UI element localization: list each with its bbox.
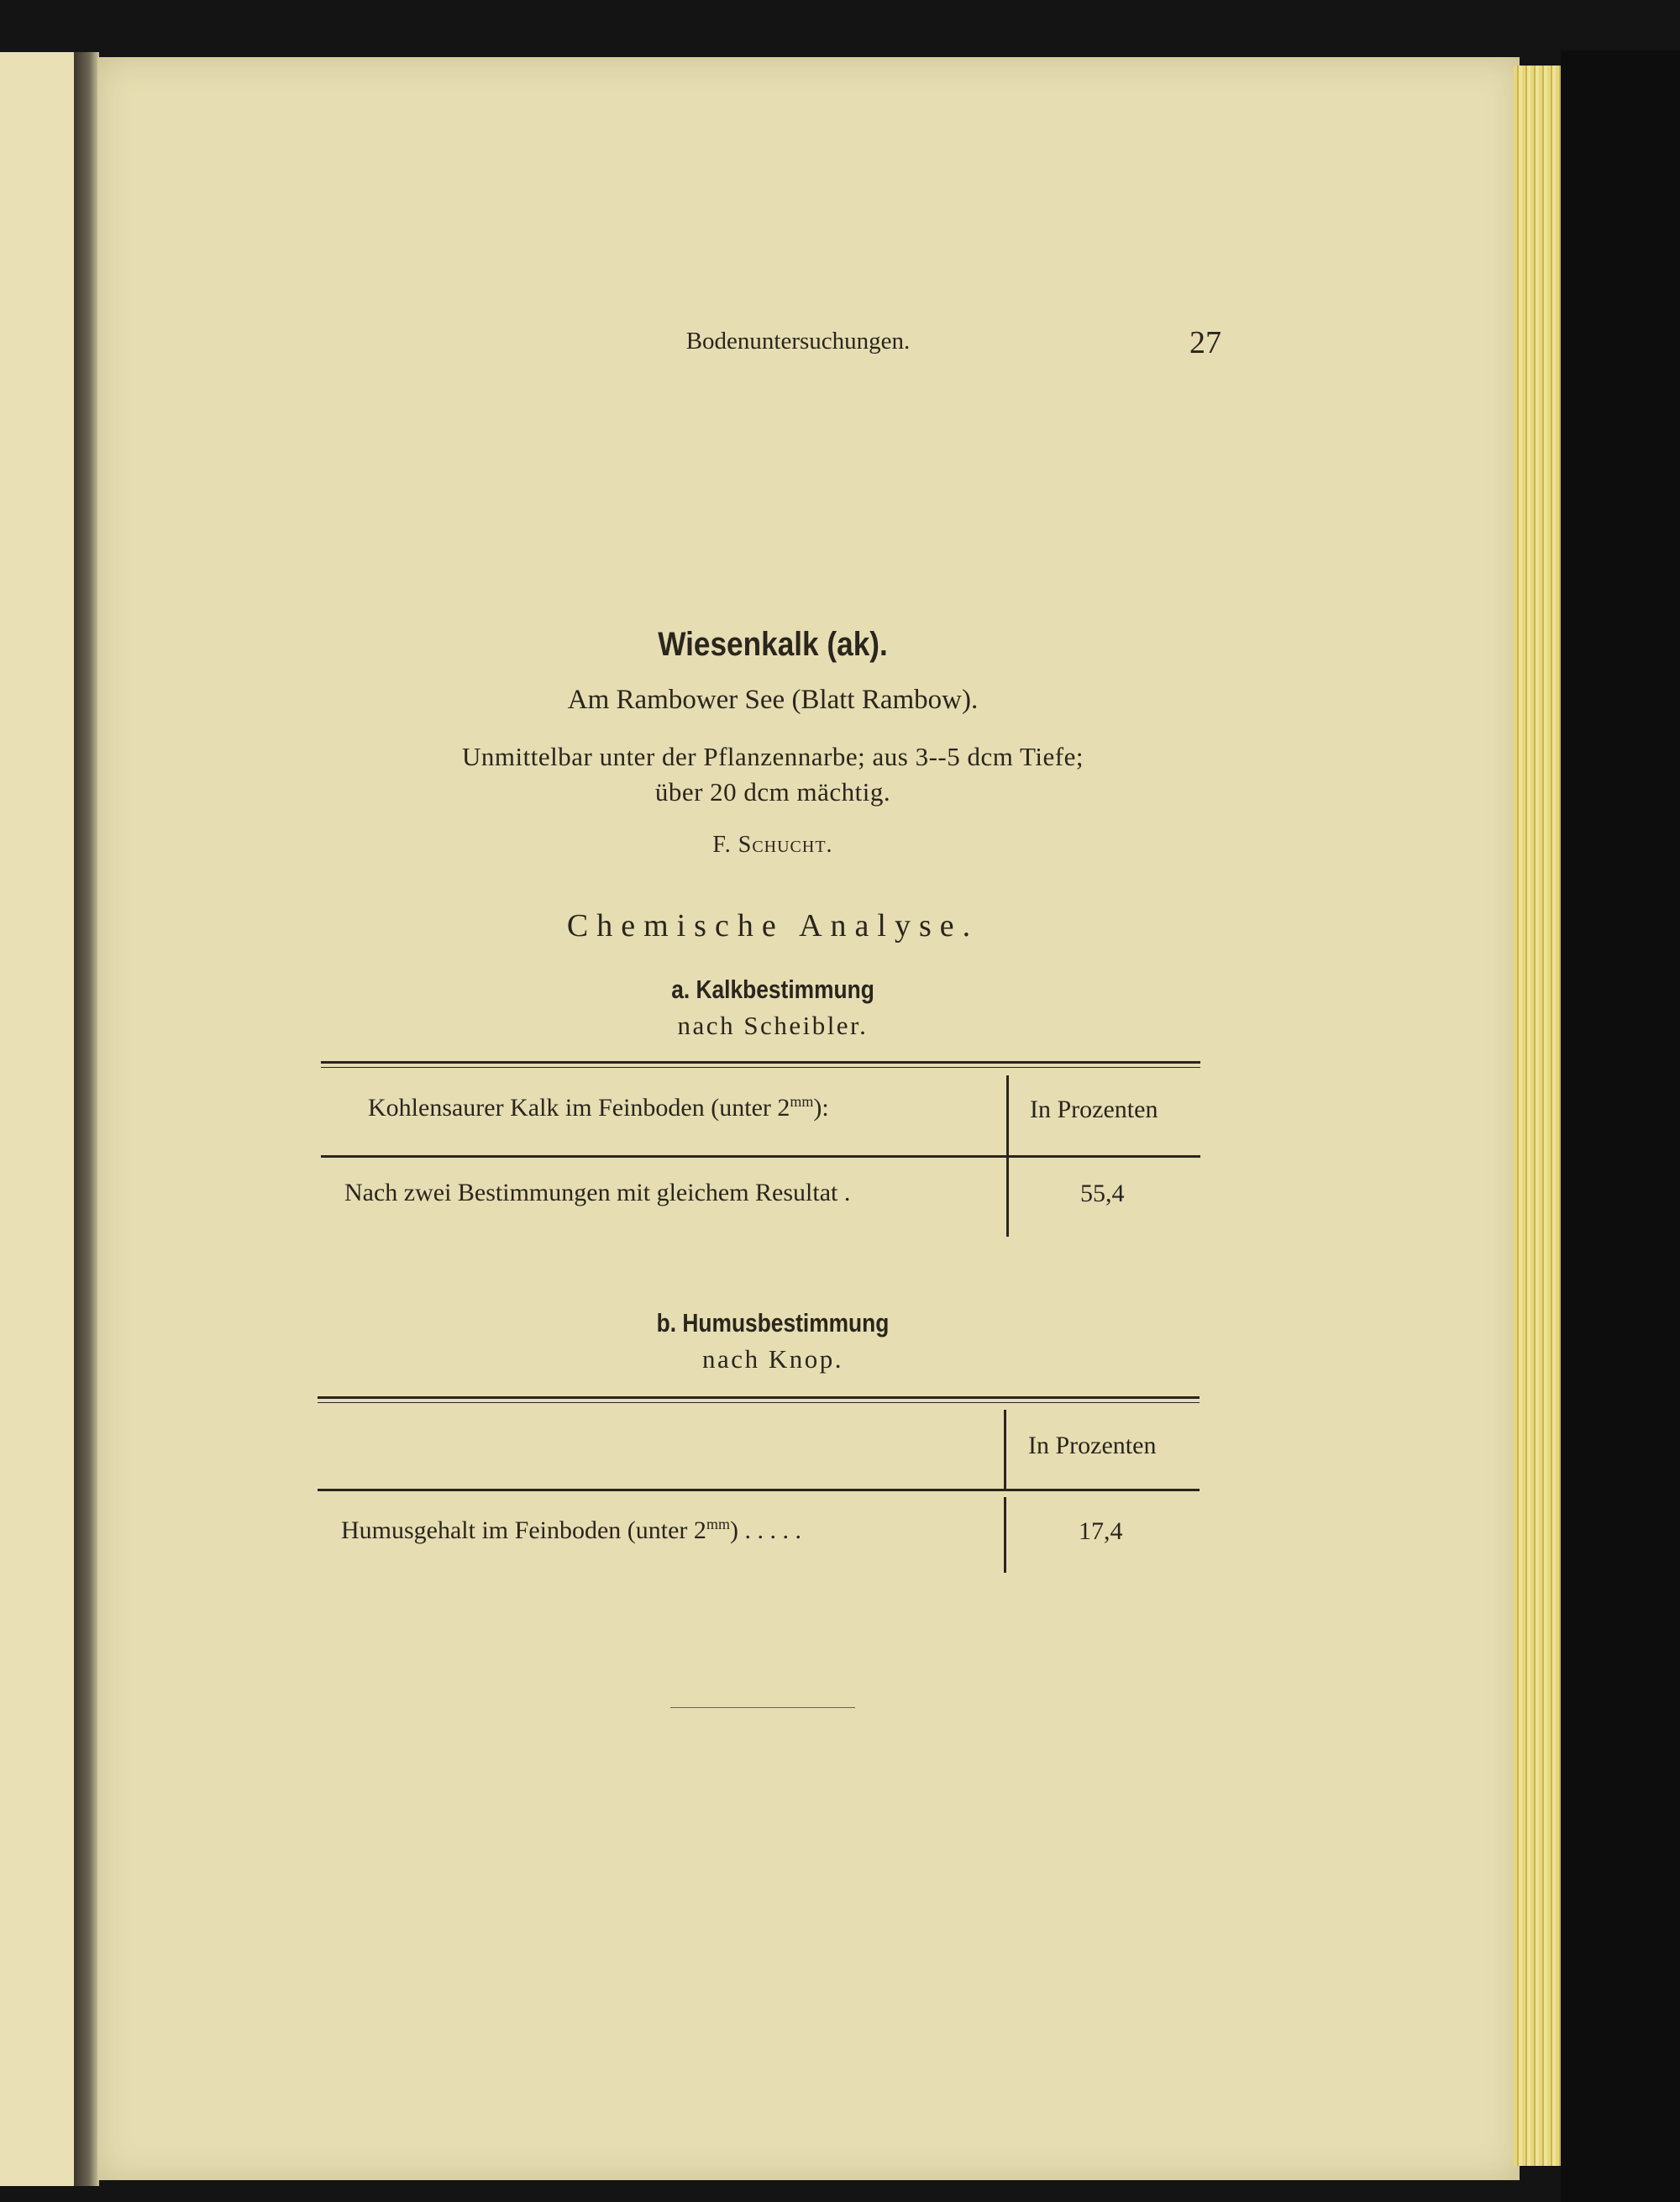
- page-title: [462, 626, 1083, 664]
- section-title: Chemische Analyse.: [566, 908, 979, 943]
- page-number: 27: [1189, 325, 1221, 360]
- running-head: Bodenuntersuchungen.: [685, 328, 911, 355]
- table-b-top-rule: [318, 1396, 1200, 1403]
- description-line-2: über 20 dcm mächtig.: [654, 777, 891, 807]
- table-b-heading: b. Humusbestimmung: [656, 1308, 890, 1337]
- page-block-edges: [1514, 66, 1561, 2166]
- description-line-1: Unmittelbar unter der Pflanzennarbe; aus 3--5 dcm Tiefe;: [462, 742, 1084, 771]
- author: F. Schucht.: [712, 832, 833, 858]
- table-b-header-rule: [318, 1489, 1200, 1491]
- table-a-header-label: Kohlensaurer Kalk im Feinboden (unter $2^{mm}$):: [368, 1093, 829, 1122]
- table-a-header-rule: [321, 1155, 1200, 1158]
- table-a-heading: a. Kalkbestimmung: [671, 975, 874, 1004]
- end-rule: [670, 1707, 855, 1708]
- table-b-row-divider: [1004, 1497, 1006, 1573]
- title-main: Wiesenkalk: [658, 626, 819, 663]
- table-a-row-value: 55,4: [1080, 1180, 1125, 1207]
- table-a-subheading: nach Scheibler.: [677, 1011, 869, 1040]
- table-b-row-label: Humusgehalt im Feinboden (unter $2^{mm}$) . . . . .: [341, 1516, 801, 1544]
- table-b-header-value: In Prozenten: [1028, 1432, 1157, 1459]
- location-line: Am Rambower See (Blatt Rambow).: [567, 685, 979, 715]
- table-a-top-rule: [321, 1061, 1200, 1068]
- table-b-subheading: nach Knop.: [702, 1344, 843, 1374]
- table-a-header-value: In Prozenten: [1030, 1096, 1158, 1123]
- table-b-header-divider: [1004, 1410, 1006, 1490]
- book-spine: [74, 52, 99, 2186]
- book-cover-edge: [1561, 50, 1680, 2202]
- left-page-edge: [0, 52, 77, 2186]
- table-a-row-label: Nach zwei Bestimmungen mit gleichem Resultat .: [344, 1179, 851, 1206]
- title-code: (ak).: [827, 626, 888, 663]
- table-b-row-value: 17,4: [1079, 1517, 1123, 1545]
